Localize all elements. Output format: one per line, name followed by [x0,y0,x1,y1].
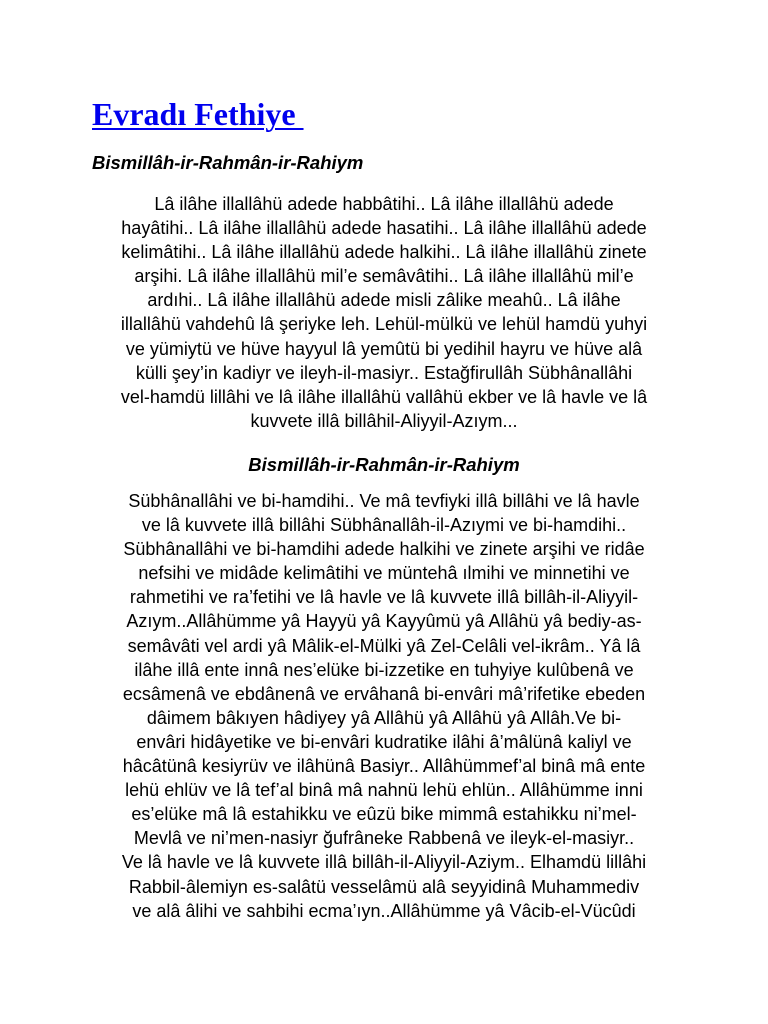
basmala-heading-1: Bismillâh-ir-Rahmân-ir-Rahiym [92,152,364,173]
paragraph-line: lehü ehlüv ve lâ tef’al binâ mâ nahnü lehü ehlün.. Allâhümme inni [125,780,643,801]
paragraph-line: Sübhânallâhi ve bi-hamdihi adede halkihi ve zinete arşihi ve ridâe [123,539,645,560]
paragraph-line: kelimâtihi.. Lâ ilâhe illallâhü adede halkihi.. Lâ ilâhe illallâhü zinete [121,242,647,263]
paragraph-line: hayâtihi.. Lâ ilâhe illallâhü adede hasatihi.. Lâ ilâhe illallâhü adede [121,218,647,239]
paragraph-line: vel-hamdü lillâhi ve lâ ilâhe illallâhü vallâhü ekber ve lâ havle ve lâ [120,386,648,407]
document-title-link[interactable]: Evradı Fethiye [92,96,304,132]
paragraph-line: illallâhü vahdehû lâ şeriyke leh. Lehül-mülkü ve lehül hamdü yuhyi [120,314,648,335]
prayer-paragraph-1 [92,192,676,433]
paragraph-line: Lâ ilâhe illallâhü adede habbâtihi.. Lâ ilâhe illallâhü adede [154,194,614,214]
paragraph-line: ardıhi.. Lâ ilâhe illallâhü adede misli zâlike meahû.. Lâ ilâhe [147,290,621,311]
prayer-paragraph-2 [92,489,676,923]
paragraph-line: envâri hidâyetike ve bi-envâri kudratike ilâhi â’mâlünâ kaliyl ve [136,731,632,752]
paragraph-line: rahmetihi ve ra’fetihi ve lâ havle ve lâ kuvvete illâ billâh-il-Aliyyil- [129,587,639,608]
paragraph-line: külli şey’in kadiyr ve ileyh-il-masiyr.. Estağfirullâh Sübhânallâhi [135,362,633,383]
basmala-heading-2: Bismillâh-ir-Rahmân-ir-Rahiym [248,454,520,475]
paragraph-line: Sübhânallâhi ve bi-hamdihi.. Ve mâ tevfiyki illâ billâhi ve lâ havle [128,491,640,511]
paragraph-line: Mevlâ ve ni’men-nasiyr ğufrâneke Rabbenâ ve ileyk-el-masiyr.. [133,828,635,849]
paragraph-line: Azıym..Allâhümme yâ Hayyü yâ Kayyûmü yâ Allâhü yâ bediy-as- [126,611,642,632]
paragraph-line: ve yümiytü ve hüve hayyul lâ yemûtü bi yedihil hayru ve hüve alâ [125,338,643,359]
paragraph-line: ecsâmenâ ve ebdânenâ ve ervâhanâ bi-envâri mâ’rifetike ebeden [122,683,646,704]
paragraph-line: hâcâtünâ kesiyrüv ve ilâhünâ Basiyr.. Allâhümmef’al binâ mâ ente [122,756,646,777]
paragraph-line: ve alâ âlihi ve sahbihi ecma’ıyn..Allâhümme yâ Vâcib-el-Vücûdi [132,900,636,921]
paragraph-line: es’elüke mâ lâ estahikku ve eûzü bike mimmâ estahikku ni’mel- [131,804,637,825]
paragraph-line: nefsihi ve midâde kelimâtihi ve müntehâ ılmihi ve minnetihi ve [138,563,630,584]
paragraph-line: ilâhe illâ ente innâ nes’elüke bi-izzetike en tuhyiye kulûbenâ ve [134,659,634,680]
paragraph-line: Ve lâ havle ve lâ kuvvete illâ billâh-il-Aliyyil-Aziym.. Elhamdü lillâhi [121,852,647,873]
paragraph-line: dâimem bâkıyen hâdiyey yâ Allâhü yâ Allâhü yâ Allâh.Ve bi- [146,707,622,728]
paragraph-line: Rabbil-âlemiyn es-salâtü vesselâmü alâ seyyidinâ Muhammediv [128,876,640,897]
paragraph-line: ve lâ kuvvete illâ billâhi Sübhânallâh-il-Azıymi ve bi-hamdihi.. [141,515,627,536]
paragraph-line: arşihi. Lâ ilâhe illallâhü mil’e semâvâtihi.. Lâ ilâhe illallâhü mil’e [134,266,634,287]
paragraph-line: semâvâti vel ardi yâ Mâlik-el-Mülki yâ Zel-Celâli vel-ikrâm.. Yâ lâ [127,635,641,656]
paragraph-line: kuvvete illâ billâhil-Aliyyil-Azıym... [250,410,518,431]
